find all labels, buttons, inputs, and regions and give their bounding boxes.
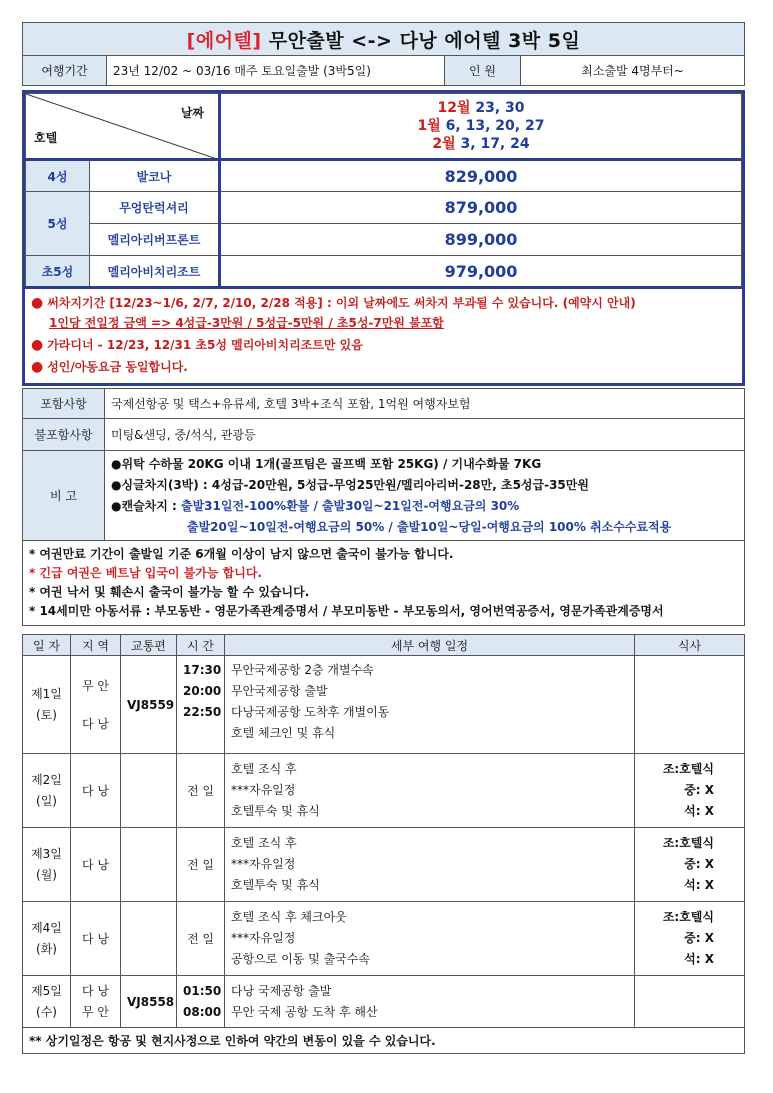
remark-luggage: ●위탁 수하물 20KG 이내 1개(골프팀은 골프백 포함 25KG) / 기내수화물 7KG xyxy=(111,456,542,471)
day-cell: 제3일 (월) xyxy=(23,828,71,902)
itinerary-cell: 무안국제공항 2층 개별수속 무안국제공항 출발 다낭국제공항 도착후 개별이동 호텔 체크인 및 휴식 xyxy=(225,656,635,754)
schedule-row xyxy=(23,656,745,754)
price-table xyxy=(25,93,742,289)
period-label: 여행기간 xyxy=(23,56,107,86)
passport-note: * 여권 낙서 및 훼손시 출국이 불가능 할 수 있습니다. xyxy=(29,585,310,599)
remarks-value xyxy=(105,451,745,541)
col-header: 시 간 xyxy=(177,635,225,656)
meal-cell xyxy=(635,976,745,1028)
date-row: 12월 23, 30 xyxy=(437,100,525,116)
meal-cell: 조:호텔식 중: X 석: X xyxy=(635,754,745,828)
people-label: 인 원 xyxy=(445,56,521,86)
region-cell: 무 안 다 낭 xyxy=(71,656,121,754)
corner-cell xyxy=(26,94,220,160)
include-label: 포함사항 xyxy=(23,389,105,419)
region-cell: 다 낭 xyxy=(71,754,121,828)
day-cell: 제5일 (수) xyxy=(23,976,71,1028)
document xyxy=(22,22,745,1054)
time-cell: 전 일 xyxy=(177,754,225,828)
passport-note: * 14세미만 아동서류 : 부모동반 - 영문가족관계증명서 / 부모미동반 - 부모동의서, 영어번역공증서, 영문가족관계증명서 xyxy=(29,604,664,618)
meal-cell xyxy=(635,656,745,754)
schedule-row xyxy=(23,902,745,976)
note-item: ● 써차지기간 [12/23~1/6, 2/7, 2/10, 2/28 적용] : 이외 날짜에도 써차지 부과될 수 있습니다. (예약시 안내) xyxy=(31,295,636,311)
grade-cell: 5성 xyxy=(26,192,90,256)
remark-cancel: ●캔슬차지 : 출발31일전-100%환불 / 출발30일~21일전-여행요금의 30% xyxy=(111,498,520,513)
corner-hotel-label: 호텔 xyxy=(34,131,58,145)
itinerary-cell: 호텔 조식 후 체크아웃 ***자유일정 공항으로 이동 및 출국수속 xyxy=(225,902,635,976)
time-cell: 17:30 20:00 22:50 xyxy=(177,656,225,754)
price-box xyxy=(22,90,745,386)
price-cell: 879,000 xyxy=(220,192,742,224)
time-cell: 전 일 xyxy=(177,902,225,976)
price-cell: 979,000 xyxy=(220,256,742,288)
exclude-value: 미팅&샌딩, 중/석식, 관광등 xyxy=(105,419,745,451)
note-item: ● 성인/아동요금 동일합니다. xyxy=(31,359,188,375)
schedule-row xyxy=(23,976,745,1028)
header-table xyxy=(22,22,745,86)
remarks-label: 비 고 xyxy=(23,451,105,541)
hotel-cell: 멜리아비치리조트 xyxy=(90,256,220,288)
flight-cell: VJ8559 xyxy=(121,656,177,754)
people-value: 최소출발 4명부터~ xyxy=(521,56,745,86)
note-item-sub: 1인당 전일정 금액 => 4성급-3만원 / 5성급-5만원 / 초5성-7만원 불포함 xyxy=(49,316,444,330)
time-cell: 01:50 08:00 xyxy=(177,976,225,1028)
title-main: 무안출발 <-> 다낭 에어텔 3박 5일 xyxy=(261,29,581,52)
flight-cell xyxy=(121,828,177,902)
region-cell: 다 낭 xyxy=(71,902,121,976)
meal-cell: 조:호텔식 중: X 석: X xyxy=(635,828,745,902)
remark-cancel-2: 출발20일~10일전-여행요금의 50% / 출발10일~당일-여행요금의 100% 취소수수료적용 xyxy=(187,519,672,534)
hotel-cell: 멜리아리버프론트 xyxy=(90,224,220,256)
itinerary-cell: 다낭 국제공항 출발 무안 국제 공항 도착 후 해산 xyxy=(225,976,635,1028)
date-row: 2월 3, 17, 24 xyxy=(432,136,530,152)
meal-cell: 조:호텔식 중: X 석: X xyxy=(635,902,745,976)
grade-cell: 초5성 xyxy=(26,256,90,288)
conditions-table xyxy=(22,388,745,626)
price-row xyxy=(26,160,742,192)
schedule-footer: ** 상기일정은 항공 및 현지사정으로 인하여 약간의 변동이 있을 수 있습니다. xyxy=(23,1028,745,1054)
passport-notes xyxy=(23,541,745,626)
flight-cell xyxy=(121,754,177,828)
col-header: 교통편 xyxy=(121,635,177,656)
region-cell: 다 낭 xyxy=(71,828,121,902)
col-header: 식사 xyxy=(635,635,745,656)
date-row: 1월 6, 13, 20, 27 xyxy=(417,118,545,134)
itinerary-cell: 호텔 조식 후 ***자유일정 호텔투숙 및 휴식 xyxy=(225,828,635,902)
surcharge-notes xyxy=(25,289,742,383)
itinerary-cell: 호텔 조식 후 ***자유일정 호텔투숙 및 휴식 xyxy=(225,754,635,828)
corner-date-label: 날짜 xyxy=(180,106,204,120)
price-row xyxy=(26,256,742,288)
day-cell: 제2일 (일) xyxy=(23,754,71,828)
include-value: 국제선항공 및 택스+유류세, 호텔 3박+조식 포함, 1억원 여행자보험 xyxy=(105,389,745,419)
hotel-cell: 무엉탄럭셔리 xyxy=(90,192,220,224)
grade-cell: 4성 xyxy=(26,160,90,192)
col-header: 지 역 xyxy=(71,635,121,656)
schedule-table xyxy=(22,634,745,1054)
schedule-row xyxy=(23,828,745,902)
day-cell: 제1일 (토) xyxy=(23,656,71,754)
day-cell: 제4일 (화) xyxy=(23,902,71,976)
price-cell: 899,000 xyxy=(220,224,742,256)
time-cell: 전 일 xyxy=(177,828,225,902)
col-header: 세부 여행 일정 xyxy=(225,635,635,656)
passport-note: * 긴급 여권은 베트남 입국이 불가능 합니다. xyxy=(29,566,262,580)
col-header: 일 자 xyxy=(23,635,71,656)
exclude-label: 불포함사항 xyxy=(23,419,105,451)
page-title xyxy=(23,23,745,56)
note-item: ● 가라디너 - 12/23, 12/31 초5성 멜리아비치리조트만 있음 xyxy=(31,337,363,353)
date-cell xyxy=(220,94,742,160)
period-value: 23년 12/02 ~ 03/16 매주 토요일출발 (3박5일) xyxy=(107,56,445,86)
title-bracket: [에어텔] xyxy=(186,29,262,52)
price-row xyxy=(26,224,742,256)
region-cell: 다 낭 무 안 xyxy=(71,976,121,1028)
remark-single: ●싱글차지(3박) : 4성급-20만원, 5성급-무엉25만원/멜리아리버-28만, 초5성급-35만원 xyxy=(111,477,589,492)
flight-cell xyxy=(121,902,177,976)
schedule-row xyxy=(23,754,745,828)
passport-note: * 여권만료 기간이 출발일 기준 6개월 이상이 남지 않으면 출국이 불가능 합니다. xyxy=(29,547,454,561)
price-cell: 829,000 xyxy=(220,160,742,192)
price-row xyxy=(26,192,742,224)
hotel-cell: 발코나 xyxy=(90,160,220,192)
flight-cell: VJ8558 xyxy=(121,976,177,1028)
